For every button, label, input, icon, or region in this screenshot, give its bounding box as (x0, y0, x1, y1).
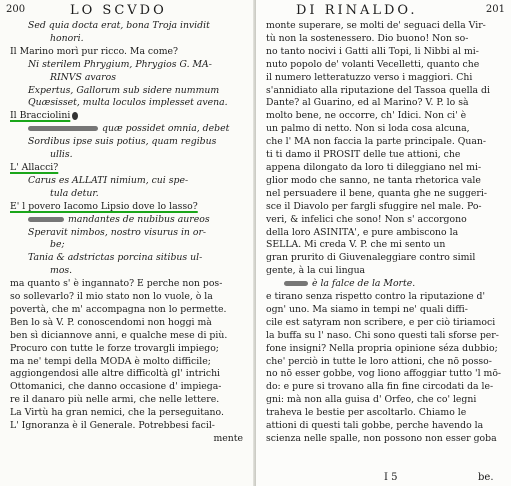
underlined-name-allacci: L' Allacci? (10, 161, 59, 173)
text-line: tula detur. (50, 187, 99, 199)
text-line: Carus es ALLATI nimium, cui spe- (28, 174, 189, 186)
text-line: gni: mà non alla guisa d' Orfeo, che co' legni (266, 394, 477, 406)
text-line: re il danaro più nelle armi, che nelle lettere. (10, 394, 220, 406)
text-line: RINVS avaros (50, 71, 116, 83)
text-line: nuto popolo de' volanti Vecelletti, quanto che (266, 58, 480, 70)
redaction-mark (28, 126, 98, 131)
text-line: no nō esser gobbe, vog liono affoggiar tutto 'l mō- (266, 368, 502, 380)
text-line: tù non la sostenessero. Dio buono! Non so- (266, 32, 469, 44)
text-line: povertà, che m' accompagna non lo permette. (10, 303, 227, 315)
underlined-name-bracciolini: Il Bracciolini (10, 110, 71, 122)
text-line: molto bene, ne occorre, ch' Idici. Non ci' è (266, 110, 467, 122)
text-line: Dante? al Guarino, ed al Marino? V. P. lo sà (266, 97, 469, 109)
text-line: gran prurito di Giuvenaleggiare contro simil (266, 252, 476, 264)
text-line: Speravit nimbos, nostro visurus in or- (28, 226, 207, 238)
text-line: honori. (50, 32, 84, 44)
text-line: ti ti damo il PROSIT delle tue attioni, che (266, 149, 461, 161)
text-line: Ben lo sà V. P. conoscendomi non hoggi mà (10, 316, 212, 328)
text-line: nel persuadere il bene, quanta ghe ne suggeri- (266, 187, 487, 199)
right-running-head: DI RINALDO. (296, 3, 418, 18)
text-line: gente, à la cui lingua (266, 265, 366, 277)
text-line: ma ne' tempi della MODA è molto difficile; (10, 355, 211, 367)
text-line: ogn' uno. Ma siamo in tempi ne' quali diffi- (266, 303, 468, 315)
right-page-text (266, 20, 505, 446)
text-line: il numero letteratuzzo verso i maggiori. Chi (266, 71, 473, 83)
text-line: Procuro con tutte le forze trovargli impiego; (10, 342, 219, 354)
ink-blot-icon (72, 112, 78, 120)
text-line: la buffa su l' naso. Chi sono questi tali sforse per- (266, 329, 499, 341)
text-line: sce il Diavolo per fargli sfuggire nel male. Po- (266, 200, 482, 212)
right-page-number: 201 (485, 4, 505, 15)
text-line: s'annidiato alla riputazione del Tassoa quella di (266, 84, 490, 96)
text-line: mos. (50, 265, 73, 277)
text-line: mente (213, 433, 243, 444)
signature-mark: I 5 (384, 472, 398, 483)
text-line: SELLA. Mi creda V. P. che mi sento un (266, 239, 446, 251)
text-line: no tanto nocivi i Gatti alli Topi, li Nibbi al mi- (266, 45, 479, 57)
text-line: attioni di questi tali gobbe, perche havendo la (266, 420, 484, 432)
text-line: glior modo che sanno, ne tanta rhetorica vale (266, 174, 481, 186)
left-page-text (10, 20, 251, 446)
text-line: do: e pure si trovano alla fin fine circodati da le- (266, 381, 494, 393)
text-line (10, 201, 251, 214)
text-line: un palmo di netto. Non si loda cosa alcuna, (266, 123, 470, 135)
text-line: Il Marino morì pur ricco. Ma come? (10, 45, 179, 57)
text-line: Ottomanici, che danno occasione d' impiega- (10, 381, 222, 393)
text-line: traheva le bestie per ascoltarlo. Chiamo le (266, 407, 467, 419)
underlined-name-lipsio: E' l povero Iacomo Lipsio dove lo lasso? (10, 200, 198, 212)
text-line: che l' MA non faccia la parte principale. Quan- (266, 136, 487, 148)
left-page-number: 200 (6, 4, 26, 15)
left-page (0, 0, 255, 486)
left-running-head: LO SCVDO (70, 3, 167, 18)
text-line: Sed quia docta erat, bona Troja invidit (28, 20, 210, 31)
text-line: so sollevarlo? il mio stato non lo vuole, ò la (10, 291, 213, 303)
redaction-mark (28, 217, 64, 222)
text-line: scienza nelle spalle, non possono non esser goba (266, 433, 497, 444)
text-line: fone insigni? Nella propria opinione séza dubbio; (266, 342, 498, 354)
text-line: ullis. (50, 149, 73, 161)
catchword: be. (478, 472, 494, 483)
text-line: che' perciò in tutte le loro attioni, che nō posso- (266, 355, 492, 367)
text-line: Expertus, Gallorum sub sidere nummum (28, 84, 220, 96)
text-line: e tirano senza rispetto contro la riputazione d' (266, 291, 486, 303)
redaction-mark (284, 281, 308, 286)
text-line: della loro ASINITA', e pure ambiscono la (266, 226, 459, 238)
text-line: Quæsisset, multa loculos implesset avena. (28, 97, 228, 109)
right-page (256, 0, 511, 486)
text-line: Tania & adstrictas porcina sitibus ul- (28, 252, 203, 264)
text-line: ma quanto s' è ingannato? E perche non pos- (10, 278, 223, 290)
text-line: appena dilongato da loro ti dileggiano nel mi- (266, 161, 482, 173)
text-line: Sordibus ipse suis potius, quam regibus (28, 136, 217, 148)
text-line: Ni sterilem Phrygium, Phrygios G. MA- (28, 58, 212, 70)
text-line: La Virtù ha gran nemici, che la perseguitano. (10, 407, 224, 419)
text-line: è la falce de la Morte. (266, 278, 505, 291)
text-line: ben sì diciannove anni, e qualche mese di più. (10, 329, 228, 341)
text-line: veri, & infelici che sono! Non s' accorgono (266, 213, 467, 225)
text-line (10, 110, 251, 123)
text-line: quæ possidet omnia, debet (10, 123, 251, 136)
text-line: aggiongendosi alle altre difficoltà gl' intrichi (10, 368, 221, 380)
text-line (10, 162, 251, 175)
text-line: monte superare, se molti de' seguaci della Vir- (266, 20, 486, 31)
text-line: L' Ignoranza è il Generale. Potrebbesi facil- (10, 420, 215, 432)
text-line: cile est satyram non scribere, e per ciò tiriamoci (266, 316, 496, 328)
text-line: mandantes de nubibus aureos (10, 214, 251, 227)
text-line: be; (50, 239, 65, 251)
